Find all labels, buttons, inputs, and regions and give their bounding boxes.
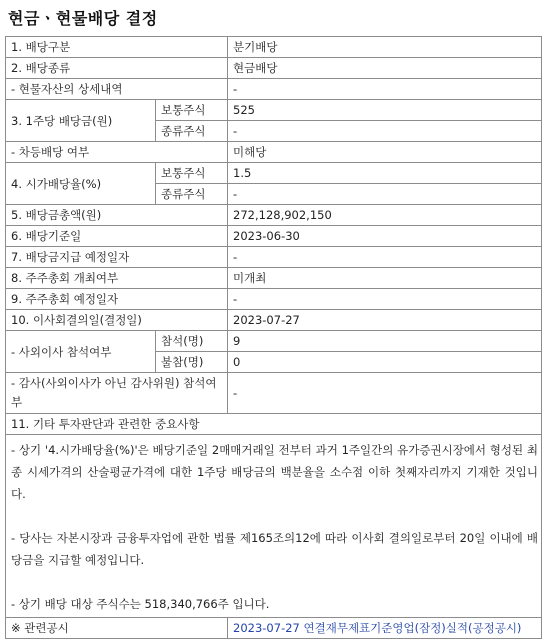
row-sublabel: 보통주식 <box>156 163 228 184</box>
row-label: 10. 이사회결의일(결정일) <box>6 310 228 331</box>
row-label: - 감사(사외이사가 아닌 감사위원) 참석여부 <box>6 373 228 414</box>
row-value: 525 <box>228 100 542 121</box>
table-row <box>6 331 542 352</box>
table-row <box>6 226 542 247</box>
row-value: 현금배당 <box>228 58 542 79</box>
row-label: 5. 배당금총액(원) <box>6 205 228 226</box>
row-label: 6. 배당기준일 <box>6 226 228 247</box>
row-value: 2023-06-30 <box>228 226 542 247</box>
row-label: 2. 배당종류 <box>6 58 228 79</box>
row-sublabel: 보통주식 <box>156 100 228 121</box>
row-value: - <box>228 121 542 142</box>
row-value: 미해당 <box>228 142 542 163</box>
row-sublabel: 참석(명) <box>156 331 228 352</box>
row-label: 7. 배당금지급 예정일자 <box>6 247 228 268</box>
related-disclosure-link[interactable]: 2023-07-27 연결재무제표기준영업(잠정)실적(공정공시) <box>233 621 522 635</box>
row-label: 8. 주주총회 개최여부 <box>6 268 228 289</box>
table-row <box>6 205 542 226</box>
row-label: - 차등배당 여부 <box>6 142 228 163</box>
row-label: 4. 시가배당율(%) <box>6 163 156 205</box>
page-title: 현금ㆍ현물배당 결정 <box>8 9 158 28</box>
row-label: 9. 주주총회 예정일자 <box>6 289 228 310</box>
table-row <box>6 618 542 639</box>
table-row <box>6 247 542 268</box>
row-label: 11. 기타 투자판단과 관련한 중요사항 <box>6 414 542 435</box>
row-value: - <box>228 79 542 100</box>
row-label: 1. 배당구분 <box>6 37 228 58</box>
disclosure-table <box>5 36 542 639</box>
table-row <box>6 373 542 414</box>
table-row <box>6 142 542 163</box>
row-sublabel: 불참(명) <box>156 352 228 373</box>
row-value: - <box>228 373 542 414</box>
row-value: 9 <box>228 331 542 352</box>
row-label: - 사외이사 참석여부 <box>6 331 156 373</box>
table-row <box>6 58 542 79</box>
row-value: - <box>228 289 542 310</box>
row-value: 2023-07-27 <box>228 310 542 331</box>
table-row <box>6 100 542 121</box>
table-row <box>6 289 542 310</box>
table-row <box>6 310 542 331</box>
table-row <box>6 37 542 58</box>
row-label: - 현물자산의 상세내역 <box>6 79 228 100</box>
row-label: 3. 1주당 배당금(원) <box>6 100 156 142</box>
related-value <box>228 618 542 639</box>
table-row <box>6 163 542 184</box>
table-row <box>6 268 542 289</box>
table-row <box>6 435 542 618</box>
notes-cell <box>6 435 542 618</box>
row-value: - <box>228 247 542 268</box>
row-value: 272,128,902,150 <box>228 205 542 226</box>
table-row <box>6 79 542 100</box>
row-value: 1.5 <box>228 163 542 184</box>
row-value: 분기배당 <box>228 37 542 58</box>
row-value: 0 <box>228 352 542 373</box>
note-paragraph: - 상기 배당 대상 주식수는 518,340,766주 입니다. <box>11 597 270 611</box>
row-value: 미개최 <box>228 268 542 289</box>
related-label: ※ 관련공시 <box>6 618 228 639</box>
row-sublabel: 종류주식 <box>156 184 228 205</box>
table-row <box>6 414 542 435</box>
row-sublabel: 종류주식 <box>156 121 228 142</box>
note-paragraph: - 상기 '4.시가배당율(%)'은 배당기준일 2매매거래일 전부터 과거 1주일간의 유가증권시장에서 형성된 최종 시세가격의 산술평균가격에 대한 1주당 배당금의 백분율을 소수점 이하 첫째자리까지 기재한 것입니다. <box>11 443 539 501</box>
row-value: - <box>228 184 542 205</box>
note-paragraph: - 당사는 자본시장과 금융투자업에 관한 법률 제165조의12에 따라 이사회 결의일로부터 20일 이내에 배당금을 지급할 예정입니다. <box>11 531 539 567</box>
